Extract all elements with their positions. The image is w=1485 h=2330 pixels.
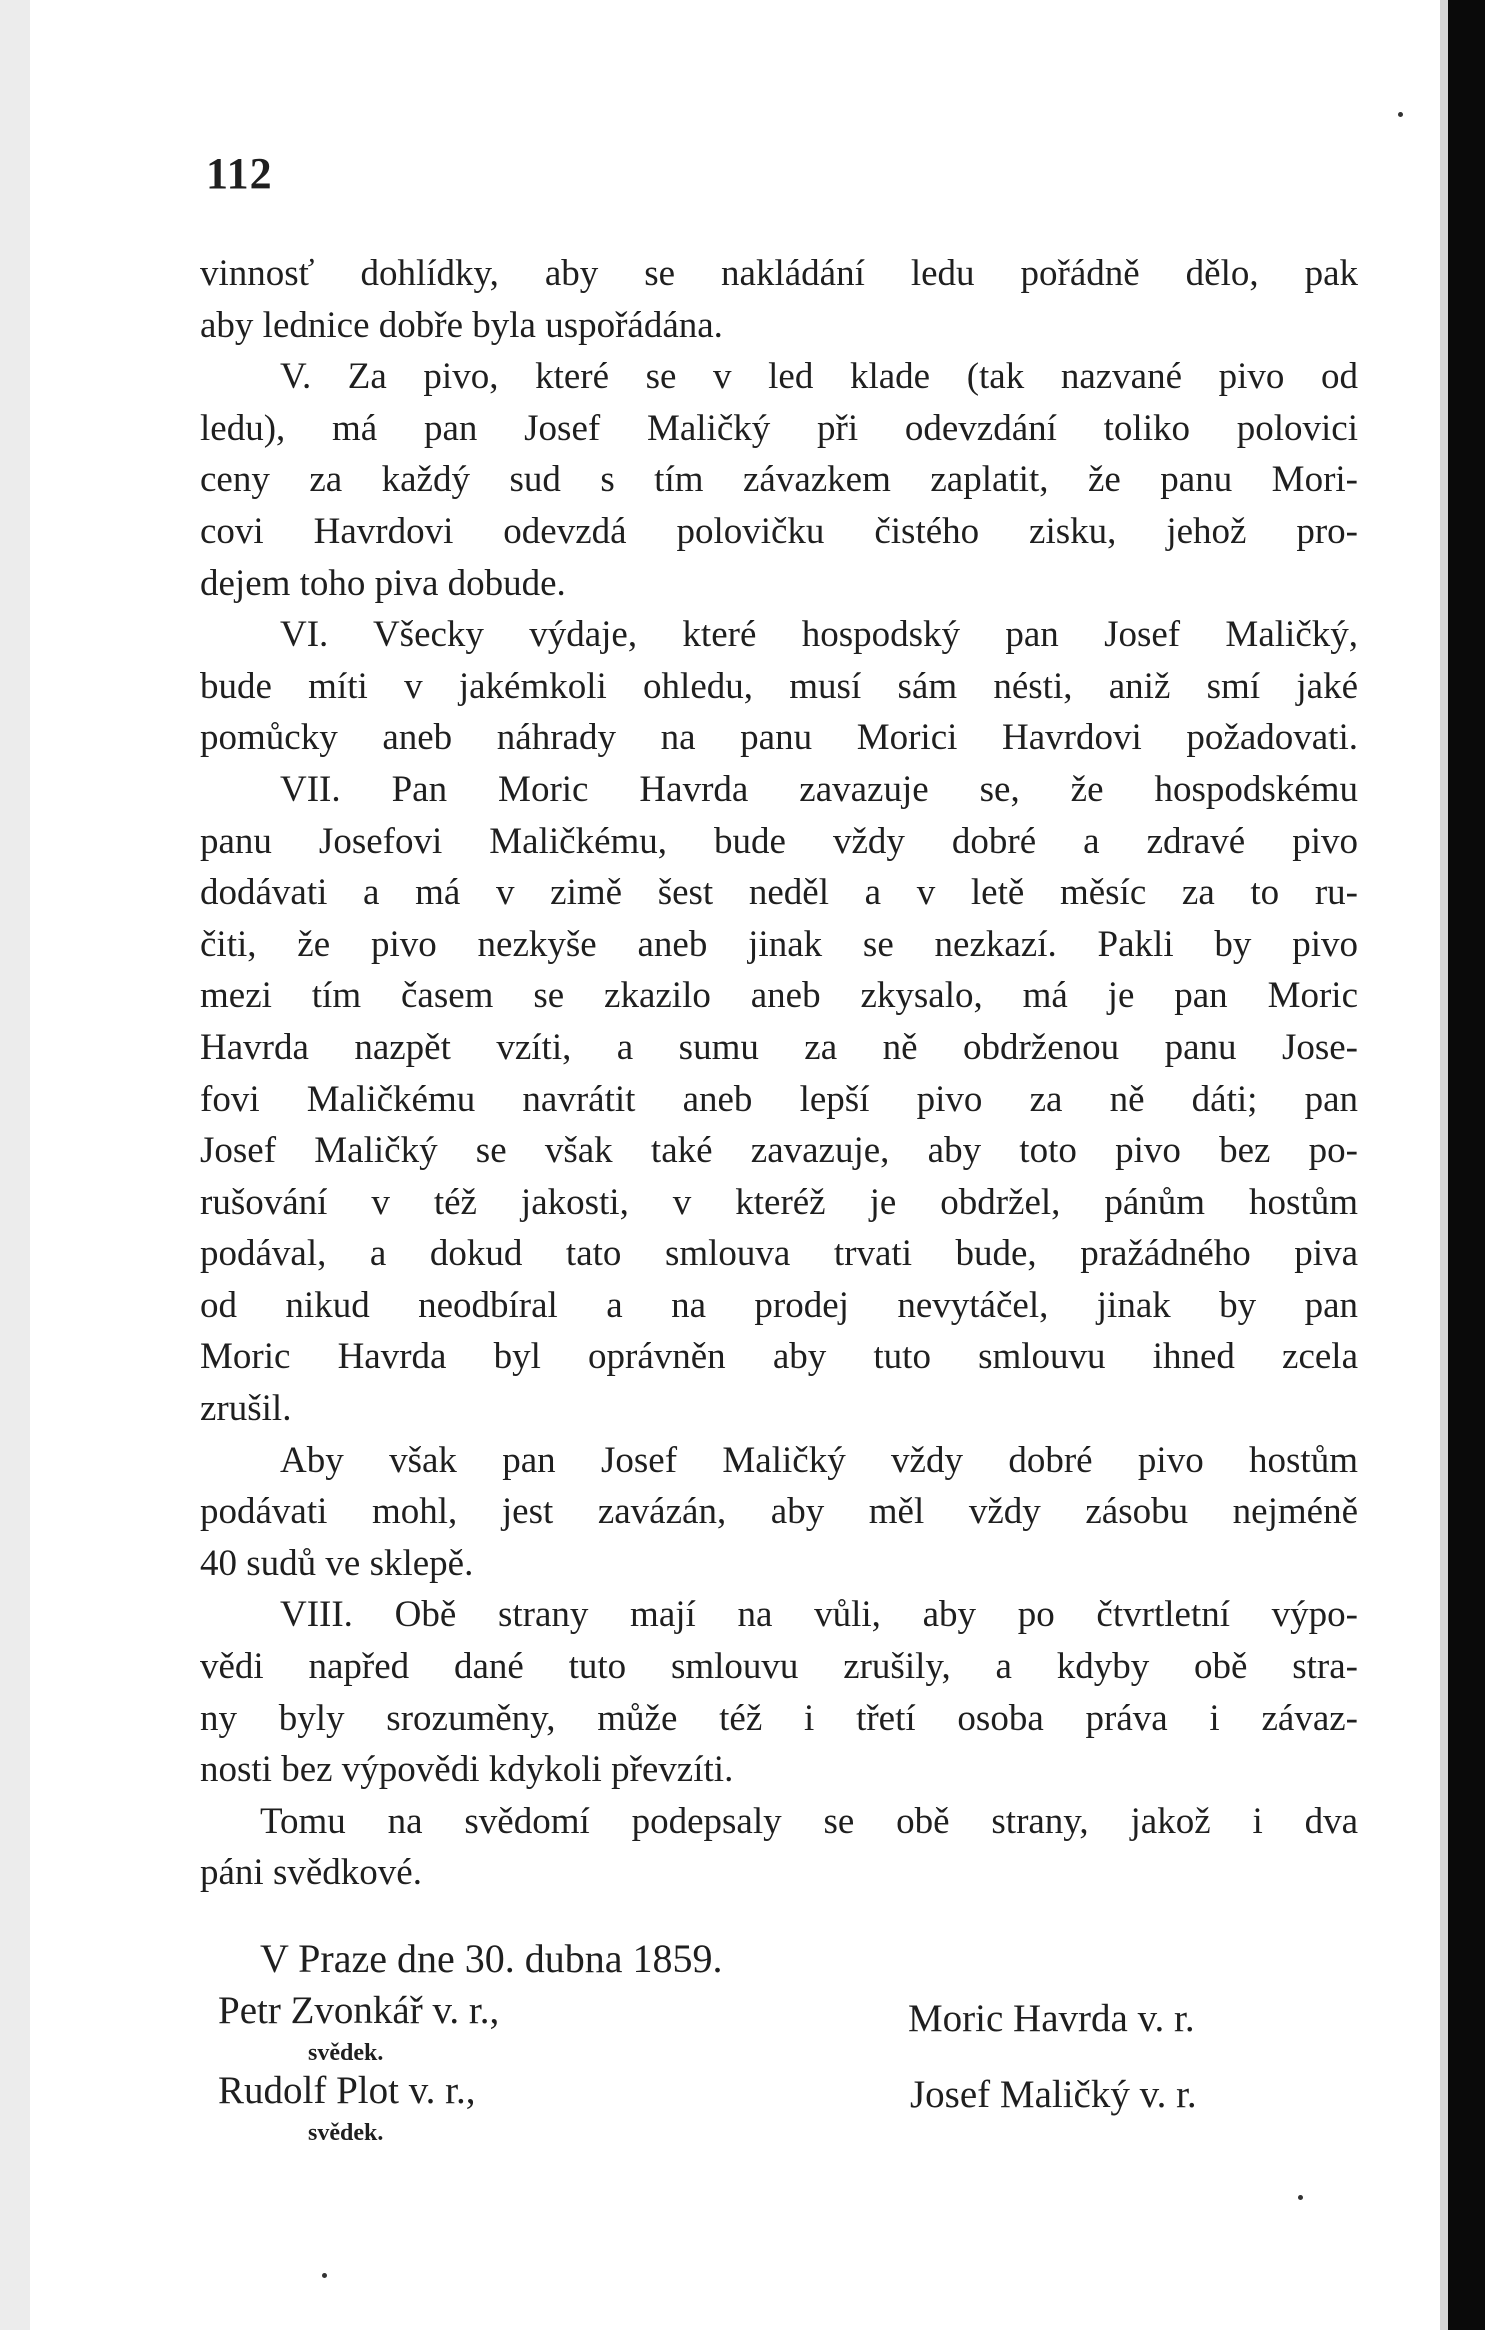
- text-line: dodávati a má v zimě šest neděl a v letě měsíc za to ru-: [200, 872, 1358, 914]
- text-line: panu Josefovi Maličkému, bude vždy dobré a zdravé pivo: [200, 820, 1358, 862]
- text-line: covi Havrdovi odevzdá polovičku čistého zisku, jehož pro-: [200, 510, 1358, 552]
- body-text: [200, 248, 1358, 1899]
- ink-speck: [1298, 2195, 1303, 2200]
- right-scan-border: [1448, 0, 1485, 2330]
- text-line: Josef Maličký se však také zavazuje, aby toto pivo bez po-: [200, 1130, 1358, 1172]
- witness-1-role: svědek.: [308, 2040, 384, 2066]
- text-line: vědi napřed dané tuto smlouvu zrušily, a kdyby obě stra-: [200, 1646, 1358, 1688]
- text-line: Aby však pan Josef Maličký vždy dobré pivo hostům: [280, 1439, 1358, 1481]
- text-line: bude míti v jakémkoli ohledu, musí sám nésti, aniž smí jaké: [200, 665, 1358, 707]
- text-line: V. Za pivo, které se v led klade (tak nazvané pivo od: [280, 356, 1358, 398]
- right-margin-shadow: [1440, 0, 1448, 2330]
- text-line: rušování v též jakosti, v kteréž je obdržel, pánům hostům: [200, 1181, 1358, 1223]
- text-line: vinnosť dohlídky, aby se nakládání ledu pořádně dělo, pak: [200, 253, 1358, 294]
- text-line: VII. Pan Moric Havrda zavazuje se, že hospodskému: [280, 768, 1358, 810]
- text-line: pomůcky aneb náhrady na panu Morici Havrdovi požadovati.: [200, 717, 1358, 759]
- witness-1-signature: Petr Zvonkář v. r.,: [218, 1989, 500, 2032]
- text-line: ledu), má pan Josef Maličký při odevzdání toliko polovici: [200, 407, 1358, 449]
- witness-2-role: svědek.: [308, 2120, 384, 2146]
- text-line: od nikud neodbíral a na prodej nevytáčel, jinak by pan: [200, 1284, 1358, 1326]
- text-line: VIII. Obě strany mají na vůli, aby po čtvrtletní výpo-: [280, 1594, 1358, 1636]
- text-line: 40 sudů ve sklepě.: [200, 1542, 474, 1584]
- text-line: Havrda nazpět vzíti, a sumu za ně obdrženou panu Jose-: [200, 1026, 1358, 1068]
- ink-speck: [1398, 112, 1403, 117]
- page-number: 112: [206, 149, 273, 198]
- text-line: zrušil.: [200, 1388, 292, 1430]
- text-line: mezi tím časem se zkazilo aneb zkysalo, má je pan Moric: [200, 975, 1358, 1017]
- party-1-signature: Moric Havrda v. r.: [908, 1997, 1195, 2040]
- text-line: nosti bez výpovědi kdykoli převzíti.: [200, 1749, 734, 1791]
- text-line: podávati mohl, jest zavázán, aby měl vždy zásobu nejméně: [200, 1491, 1358, 1533]
- text-line: fovi Maličkému navrátit aneb lepší pivo za ně dáti; pan: [200, 1078, 1358, 1120]
- text-line: aby lednice dobře byla uspořádána.: [200, 304, 723, 346]
- text-line: VI. Všecky výdaje, které hospodský pan Josef Maličký,: [280, 614, 1358, 656]
- text-line: podával, a dokud tato smlouva trvati bude, pražádného piva: [200, 1233, 1358, 1275]
- witness-2-signature: Rudolf Plot v. r.,: [218, 2069, 476, 2112]
- left-page-edge: [0, 0, 30, 2330]
- text-line: dejem toho piva dobude.: [200, 562, 566, 604]
- text-line: ceny za každý sud s tím závazkem zaplatit, že panu Mori-: [200, 459, 1358, 501]
- text-line: ny byly srozuměny, může též i třetí osoba práva i závaz-: [200, 1697, 1358, 1739]
- text-line: Tomu na svědomí podepsaly se obě strany, jakož i dva: [260, 1800, 1358, 1842]
- text-line: Moric Havrda byl oprávněn aby tuto smlouvu ihned zcela: [200, 1336, 1358, 1378]
- text-line: čiti, že pivo nezkyše aneb jinak se nezkazí. Pakli by pivo: [200, 923, 1358, 965]
- ink-speck: [322, 2273, 327, 2278]
- party-2-signature: Josef Maličký v. r.: [910, 2073, 1197, 2116]
- date-line: V Praze dne 30. dubna 1859.: [260, 1936, 723, 1981]
- text-line: páni svědkové.: [200, 1852, 422, 1894]
